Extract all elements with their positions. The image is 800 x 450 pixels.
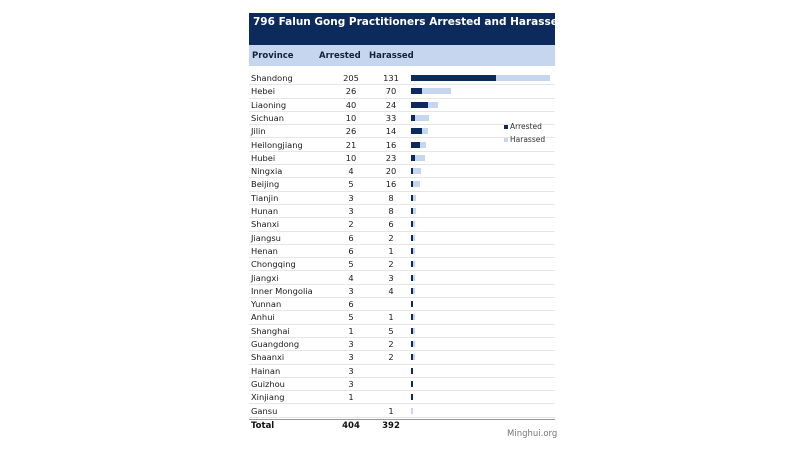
bar-arrested	[411, 394, 413, 400]
harassed-cell: 4	[388, 285, 394, 296]
bar-harassed	[411, 408, 413, 414]
bar-harassed	[496, 75, 550, 81]
arrested-cell: 5	[348, 259, 354, 270]
arrested-cell: 1	[348, 392, 354, 403]
table-row	[249, 232, 555, 245]
bar-harassed	[415, 155, 425, 161]
province-cell: Gansu	[251, 405, 278, 416]
bar-harassed	[413, 235, 415, 241]
province-cell: Heilongjiang	[251, 139, 303, 150]
arrested-cell: 3	[348, 192, 354, 203]
arrested-cell: 40	[345, 99, 357, 110]
arrested-cell: 3	[348, 285, 354, 296]
bar-harassed	[422, 88, 451, 94]
province-cell: Ningxia	[251, 166, 283, 177]
legend-label-arrested: Arrested	[510, 122, 542, 131]
harassed-cell: 23	[385, 152, 397, 163]
arrested-cell: 5	[348, 312, 354, 323]
province-cell: Tianjin	[251, 192, 279, 203]
bar-arrested	[411, 368, 413, 374]
harassed-cell: 70	[385, 86, 397, 97]
table-row	[249, 298, 555, 311]
table-row	[249, 285, 555, 298]
legend-swatch-harassed	[504, 138, 508, 142]
source-label: Minghui.org	[507, 429, 558, 439]
harassed-cell: 2	[388, 339, 394, 349]
arrested-cell: 21	[345, 139, 357, 150]
province-cell: Jiangsu	[251, 232, 281, 243]
bar-harassed	[415, 115, 429, 121]
bar-harassed	[428, 102, 438, 108]
harassed-cell: 14	[385, 126, 397, 137]
bar-arrested	[411, 75, 496, 81]
province-cell: Jilin	[251, 126, 266, 137]
arrested-cell: 10	[345, 152, 357, 163]
arrested-cell: 1	[348, 325, 354, 336]
bar-harassed	[413, 221, 415, 227]
province-cell: Guangdong	[251, 339, 300, 349]
arrested-cell: 3	[348, 206, 354, 216]
province-cell: Yunnan	[251, 299, 282, 310]
arrested-cell: 6	[348, 245, 354, 256]
harassed-cell: 1	[388, 405, 394, 416]
table-row	[249, 165, 555, 178]
province-cell: Henan	[251, 245, 278, 256]
table-row	[249, 338, 555, 351]
harassed-cell: 20	[385, 166, 397, 177]
arrested-cell: 10	[345, 112, 357, 123]
chart-card	[249, 13, 745, 431]
bar-harassed	[422, 128, 428, 134]
harassed-cell: 1	[388, 245, 394, 256]
arrested-cell: 3	[348, 339, 354, 349]
table-row	[249, 272, 555, 285]
table-row	[249, 391, 555, 404]
harassed-cell: 2	[388, 259, 394, 270]
bar-harassed	[413, 275, 415, 281]
arrested-cell: 5	[348, 179, 354, 190]
table-row	[249, 351, 555, 364]
total-harassed: 392	[382, 420, 400, 431]
province-cell: Hebei	[251, 86, 276, 97]
arrested-cell: 6	[348, 299, 354, 310]
province-cell: Shandong	[251, 73, 293, 83]
bar-harassed	[413, 261, 415, 267]
arrested-cell: 6	[348, 232, 354, 243]
table-row	[249, 218, 555, 231]
bar-harassed	[413, 248, 415, 254]
harassed-cell: 24	[385, 99, 397, 110]
table-row	[249, 152, 555, 165]
total-label: Total	[251, 420, 275, 431]
harassed-cell: 2	[388, 232, 394, 243]
legend-swatch-arrested	[504, 125, 508, 129]
harassed-cell: 8	[388, 192, 394, 203]
table-row	[249, 178, 555, 191]
harassed-cell: 16	[385, 179, 397, 190]
table-row	[249, 405, 555, 418]
bar-harassed	[413, 314, 415, 320]
header-harassed: Harassed	[369, 51, 414, 61]
bar-harassed	[413, 181, 420, 187]
harassed-cell: 8	[388, 206, 394, 216]
arrested-cell: 3	[348, 365, 354, 376]
province-cell: Anhui	[251, 312, 275, 323]
harassed-cell: 6	[388, 219, 394, 230]
table-row	[249, 99, 555, 112]
province-cell: Hubei	[251, 152, 276, 163]
table-body	[249, 66, 555, 418]
bar-harassed	[413, 341, 415, 347]
arrested-cell: 4	[348, 272, 354, 283]
bar-harassed	[413, 328, 415, 334]
arrested-cell: 26	[345, 86, 357, 97]
table-row	[249, 245, 555, 258]
harassed-cell: 1	[388, 312, 394, 323]
province-cell: Guizhou	[251, 378, 285, 389]
province-cell: Sichuan	[251, 112, 284, 123]
table-row	[249, 365, 555, 378]
table-row	[249, 325, 555, 338]
bar-arrested	[411, 88, 422, 94]
table-row	[249, 311, 555, 324]
table-row	[249, 258, 555, 271]
legend-label-harassed: Harassed	[510, 135, 546, 144]
bar-harassed	[413, 195, 416, 201]
table-row	[249, 205, 555, 218]
total-arrested: 404	[342, 420, 360, 431]
header-province: Province	[252, 51, 294, 61]
province-cell: Beijing	[251, 179, 280, 190]
header-arrested: Arrested	[319, 51, 361, 61]
harassed-cell: 131	[383, 73, 399, 83]
harassed-cell: 16	[385, 139, 397, 150]
bar-harassed	[413, 288, 415, 294]
table-row	[249, 378, 555, 391]
chart-title-bar	[249, 13, 745, 45]
table-header	[249, 45, 555, 66]
table-row	[249, 72, 555, 85]
bar-harassed	[413, 354, 415, 360]
arrested-cell: 2	[348, 219, 354, 230]
province-cell: Inner Mongolia	[251, 285, 313, 296]
harassed-cell: 2	[388, 352, 394, 363]
bar-harassed	[413, 208, 416, 214]
province-cell: Jiangxi	[251, 272, 279, 283]
bar-arrested	[411, 381, 413, 387]
arrested-cell: 3	[348, 378, 354, 389]
bar-arrested	[411, 102, 428, 108]
province-cell: Hainan	[251, 365, 281, 376]
bar-harassed	[420, 142, 427, 148]
province-cell: Chongqing	[251, 259, 296, 270]
chart-title: 796 Falun Gong Practitioners Arrested and Harassed in January and February 2026	[253, 16, 745, 28]
province-cell: Shanghai	[251, 325, 290, 336]
bar-arrested	[411, 142, 420, 148]
province-cell: Liaoning	[251, 99, 287, 110]
harassed-cell: 33	[385, 112, 397, 123]
province-cell: Shanxi	[251, 219, 280, 230]
province-cell: Hunan	[251, 206, 279, 216]
province-cell: Shaanxi	[251, 352, 285, 363]
bar-harassed	[413, 168, 421, 174]
arrested-cell: 205	[343, 73, 359, 83]
table-row	[249, 85, 555, 98]
arrested-cell: 4	[348, 166, 354, 177]
arrested-cell: 26	[345, 126, 357, 137]
province-cell: Xinjiang	[251, 392, 285, 403]
bar-arrested	[411, 301, 413, 307]
bar-arrested	[411, 128, 422, 134]
harassed-cell: 3	[388, 272, 394, 283]
table-row	[249, 192, 555, 205]
harassed-cell: 5	[388, 325, 394, 336]
arrested-cell: 3	[348, 352, 354, 363]
